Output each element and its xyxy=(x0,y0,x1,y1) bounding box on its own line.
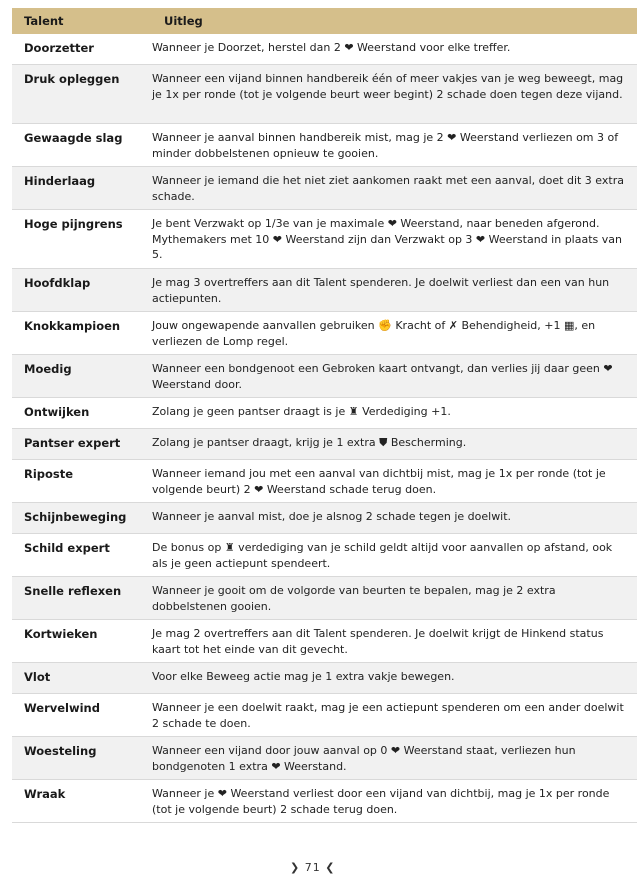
talent-description: Wanneer je ❤ Weerstand verliest door een vijand van dichtbij, mag je 1x per ronde (tot je volgende beurt) 2 schade terug doen. xyxy=(152,787,610,816)
page-number: ❯ 71 ❮ xyxy=(290,861,336,874)
table-row xyxy=(12,398,637,429)
talent-name: Pantser expert xyxy=(24,436,121,450)
talent-description: Zolang je pantser draagt, krijg je 1 extra ⛊ Bescherming. xyxy=(152,436,467,449)
talent-name: Wraak xyxy=(24,787,66,801)
talent-description: Je bent Verzwakt op 1/3e van je maximale ❤ Weerstand, naar beneden afgerond. Mythemakers met 10 ❤ Weerstand zijn dan Verzwakt op 3 ❤ Weerstand in plaats van 5. xyxy=(152,217,622,261)
talent-description: Voor elke Beweeg actie mag je 1 extra vakje bewegen. xyxy=(152,670,455,683)
talent-name: Knokkampioen xyxy=(24,319,121,333)
talent-name: Woesteling xyxy=(24,744,97,758)
table-row xyxy=(12,355,637,398)
talent-description: Wanneer je aanval mist, doe je alsnog 2 schade tegen je doelwit. xyxy=(152,510,512,523)
table-row xyxy=(12,663,637,694)
table-row xyxy=(12,429,637,460)
table-body xyxy=(12,34,637,823)
talent-name: Schild expert xyxy=(24,541,110,555)
talent-name: Gewaagde slag xyxy=(24,131,123,145)
talent-name: Druk opleggen xyxy=(24,72,120,86)
header-talent: Talent xyxy=(24,14,64,28)
talent-description: Wanneer je Doorzet, herstel dan 2 ❤ Weerstand voor elke treffer. xyxy=(152,41,511,54)
talent-name: Wervelwind xyxy=(24,701,100,715)
table-row xyxy=(12,503,637,534)
talent-description: Wanneer je iemand die het niet ziet aankomen raakt met een aanval, doet dit 3 extra schade. xyxy=(152,174,624,203)
table-row xyxy=(12,780,637,823)
table-row xyxy=(12,534,637,577)
talent-description: Wanneer een bondgenoot een Gebroken kaart ontvangt, dan verlies jij daar geen ❤ Weerstand door. xyxy=(152,362,613,391)
talent-description: Wanneer iemand jou met een aanval van dichtbij mist, mag je 1x per ronde (tot je volgende beurt) 2 ❤ Weerstand schade terug doen. xyxy=(152,467,606,496)
talent-name: Hinderlaag xyxy=(24,174,96,188)
talent-description: Wanneer een vijand binnen handbereik één of meer vakjes van je weg beweegt, mag je 1x per ronde (tot je volgende beurt weer begint) 2 schade doen tegen deze vijand. xyxy=(152,72,624,101)
talent-description: Je mag 3 overtreffers aan dit Talent spenderen. Je doelwit verliest dan een van hun actiepunten. xyxy=(152,276,610,305)
talent-description: Jouw ongewapende aanvallen gebruiken ✊ Kracht of ✗ Behendigheid, +1 ▦, en verliezen de Lomp regel. xyxy=(152,319,596,348)
talent-name: Moedig xyxy=(24,362,72,376)
talent-description: Wanneer je gooit om de volgorde van beurten te bepalen, mag je 2 extra dobbelstenen gooien. xyxy=(152,584,556,613)
talent-description: Zolang je geen pantser draagt is je ♜ Verdediging +1. xyxy=(152,405,451,418)
talent-name: Riposte xyxy=(24,467,74,481)
table-row xyxy=(12,577,637,620)
talent-description: Je mag 2 overtreffers aan dit Talent spenderen. Je doelwit krijgt de Hinkend status kaart tot het einde van dit gevecht. xyxy=(152,627,604,656)
talent-name: Kortwieken xyxy=(24,627,98,641)
talent-description: Wanneer je aanval binnen handbereik mist, mag je 2 ❤ Weerstand verliezen om 3 of minder dobbelstenen opnieuw te gooien. xyxy=(152,131,619,160)
talent-name: Hoofdklap xyxy=(24,276,91,290)
table-row xyxy=(12,210,637,269)
table-row xyxy=(12,620,637,663)
table-row xyxy=(12,65,637,124)
table-row xyxy=(12,737,637,780)
talent-description: De bonus op ♜ verdediging van je schild geldt altijd voor aanvallen op afstand, ook als je geen actiepunt spendeert. xyxy=(152,541,613,570)
talent-description: Wanneer een vijand door jouw aanval op 0 ❤ Weerstand staat, verliezen hun bondgenoten 1 extra ❤ Weerstand. xyxy=(152,744,576,773)
table-row xyxy=(12,460,637,503)
table-row xyxy=(12,124,637,167)
talent-name: Ontwijken xyxy=(24,405,90,419)
table-row xyxy=(12,312,637,355)
talent-name: Schijnbeweging xyxy=(24,510,127,524)
talent-table xyxy=(12,8,637,823)
table-row xyxy=(12,167,637,210)
talent-name: Doorzetter xyxy=(24,41,94,55)
table-header xyxy=(12,8,637,34)
talent-name: Hoge pijngrens xyxy=(24,217,123,231)
talent-name: Snelle reflexen xyxy=(24,584,122,598)
table-row xyxy=(12,694,637,737)
table-row xyxy=(12,269,637,312)
talent-description: Wanneer je een doelwit raakt, mag je een actiepunt spenderen om een ander doelwit 2 schade te doen. xyxy=(152,701,624,730)
header-uitleg: Uitleg xyxy=(164,14,203,28)
talent-name: Vlot xyxy=(24,670,51,684)
table-row xyxy=(12,34,637,65)
